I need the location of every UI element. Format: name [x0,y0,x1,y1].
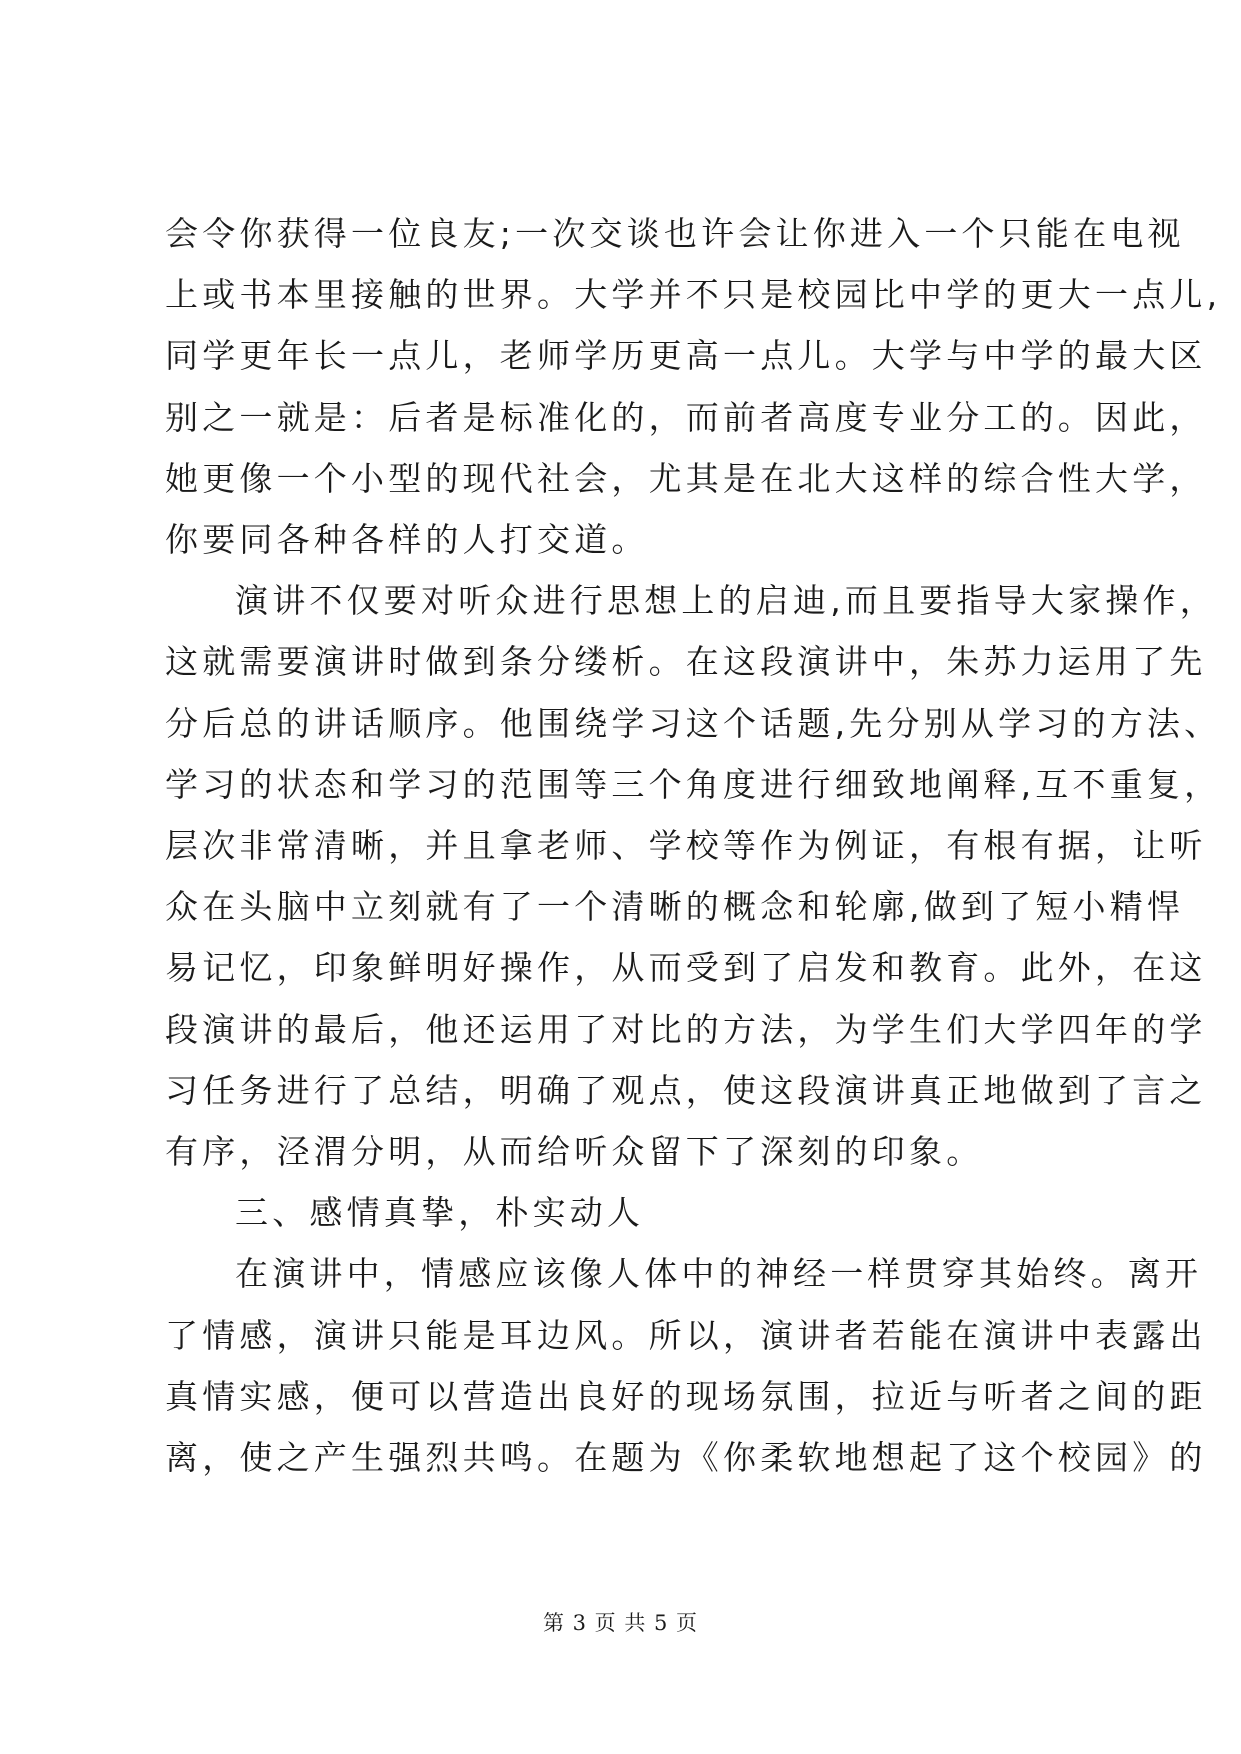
text-line: 三、感情真挚，朴实动人 [235,1193,645,1233]
text-line: 段演讲的最后，他还运用了对比的方法，为学生们大学四年的学 [165,1009,1207,1049]
text-line: 层次非常清晰，并且拿老师、学校等作为例证，有根有据，让听 [165,826,1207,865]
text-line: 有序，泾渭分明，从而给听众留下了深刻的印象。 [165,1132,984,1171]
text-line: 易记忆，印象鲜明好操作，从而受到了启发和教育。此外，在这 [165,948,1207,988]
text-line: 她更像一个小型的现代社会，尤其是在北大这样的综合性大学， [165,458,1207,498]
page-number-footer: 第 3 页 共 5 页 [542,1611,699,1635]
text-line: 分后总的讲话顺序。他围绕学习这个话题,先分别从学习的方法、 [165,703,1222,743]
text-line: 同学更年长一点儿，老师学历更高一点儿。大学与中学的最大区 [165,336,1207,376]
text-line: 离，使之产生强烈共鸣。在题为《你柔软地想起了这个校园》的 [165,1438,1207,1477]
text-line: 习任务进行了总结，明确了观点，使这段演讲真正地做到了言之 [165,1070,1207,1110]
text-line: 别之一就是：后者是标准化的，而前者高度专业分工的。因此， [165,397,1207,437]
text-line: 学习的状态和学习的范围等三个角度进行细致地阐释,互不重复， [165,764,1222,804]
text-line: 这就需要演讲时做到条分缕析。在这段演讲中，朱苏力运用了先 [165,642,1207,682]
text-line: 真情实感，便可以营造出良好的现场氛围，拉近与听者之间的距 [165,1376,1207,1416]
text-line: 你要同各种各样的人打交道。 [165,520,649,559]
text-line: 众在头脑中立刻就有了一个清晰的概念和轮廓,做到了短小精悍 [165,887,1185,927]
text-line: 了情感，演讲只能是耳边风。所以，演讲者若能在演讲中表露出 [165,1315,1207,1355]
text-line: 演讲不仅要对听众进行思想上的启迪,而且要指导大家操作， [235,581,1217,621]
text-line: 会令你获得一位良友;一次交谈也许会让你进入一个只能在电视 [165,214,1185,253]
text-line: 在演讲中，情感应该像人体中的神经一样贯穿其始终。离开 [235,1254,1203,1294]
text-line: 上或书本里接触的世界。大学并不只是校园比中学的更大一点儿, [165,275,1222,315]
